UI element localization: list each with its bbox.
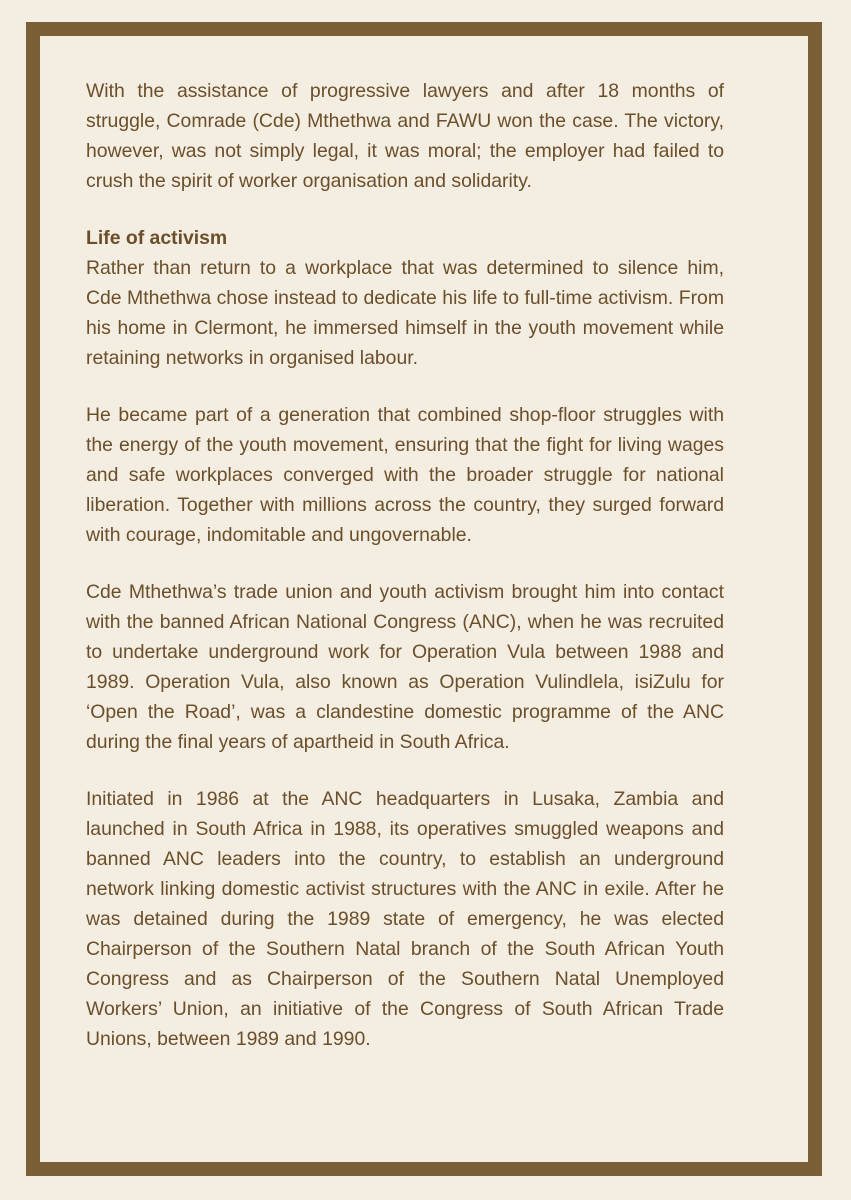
- paragraph-court-victory: With the assistance of progressive lawyers and after 18 months of struggle, Comrade (Cde) Mthethwa and FAWU won the case. The victory, however, was not simply legal, it was moral; the employer had failed to crush the spirit of worker organisation and solidarity.: [86, 80, 724, 192]
- paragraph-underground-network: Initiated in 1986 at the ANC headquarters in Lusaka, Zambia and launched in South Africa in 1988, its operatives smuggled weapons and banned ANC leaders into the country, to establish an underground network linking domestic activist structures with the ANC in exile. After he was detained during the 1989 state of emergency, he was elected Chairperson of the Southern Natal branch of the South African Youth Congress and as Chairperson of the Southern Natal Unemployed Workers’ Union, an initiative of the Congress of South African Trade Unions, between 1989 and 1990.: [86, 788, 724, 1050]
- paragraph-full-time-activism: Rather than return to a workplace that was determined to silence him, Cde Mthethwa chose instead to dedicate his life to full-time activism. From his home in Clermont, he immersed himself in the youth movement while retaining networks in organised labour.: [86, 257, 724, 369]
- document-body: [86, 76, 724, 1081]
- paragraph-operation-vula: Cde Mthethwa’s trade union and youth activism brought him into contact with the banned African National Congress (ANC), when he was recruited to undertake underground work for Operation Vula between 1988 and 1989. Operation Vula, also known as Operation Vulindlela, isiZulu for ‘Open the Road’, was a clandestine domestic programme of the ANC during the final years of apartheid in South Africa.: [86, 581, 724, 753]
- section-heading: Life of activism: [86, 227, 228, 249]
- paragraph-youth-generation: He became part of a generation that combined shop-floor struggles with the energy of the youth movement, ensuring that the fight for living wages and safe workplaces converged with the broader struggle for national liberation. Together with millions across the country, they surged forward with courage, indomitable and ungovernable.: [86, 404, 724, 546]
- section-life-of-activism: [86, 223, 724, 373]
